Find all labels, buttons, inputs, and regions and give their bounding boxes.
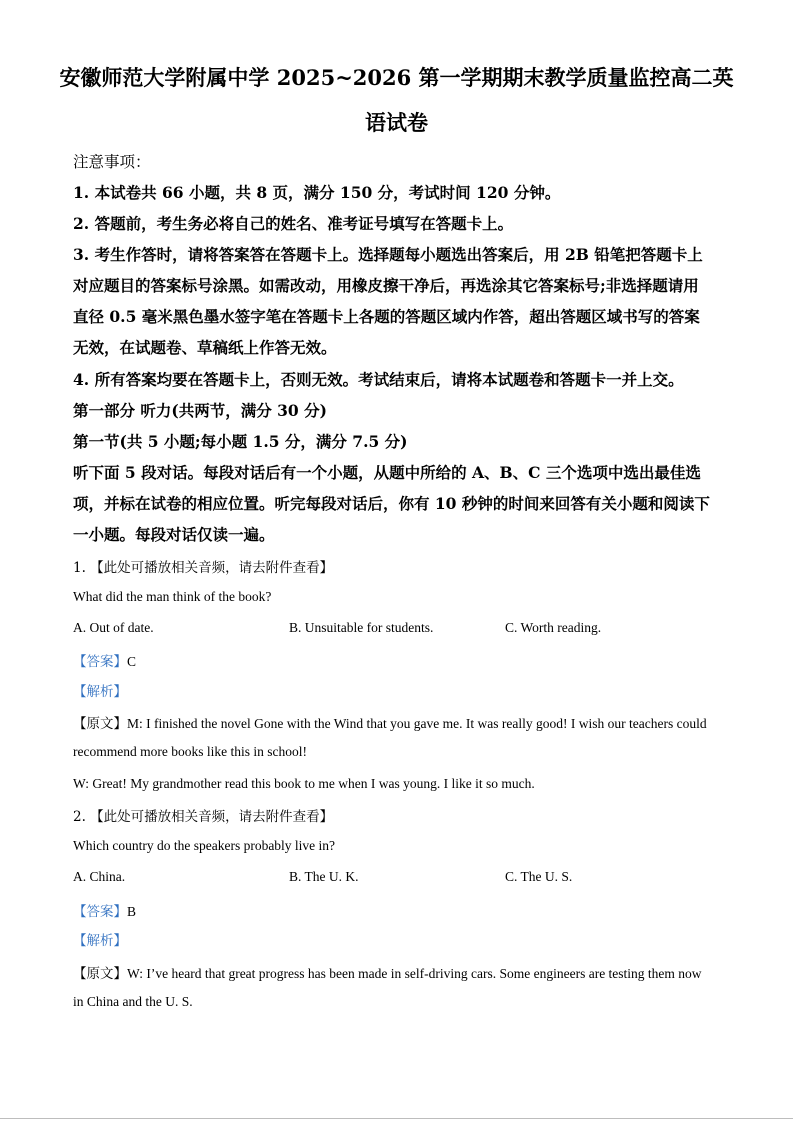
q1-analysis-tag: 【解析】 <box>73 684 127 700</box>
q2-answer-row <box>73 900 136 920</box>
notice-item-1: 1. 本试卷共 66 小题，共 8 页，满分 150 分，考试时间 120 分钟。 <box>73 183 561 202</box>
q1-option-b: B. Unsuitable for students. <box>289 620 434 635</box>
q1-question: What did the man think of the book? <box>73 589 272 604</box>
exam-title-line2: 语试卷 <box>365 110 428 135</box>
q2-option-b: B. The U. K. <box>289 869 359 884</box>
notice-item-3-cont-2: 直径 0.5 毫米黑色墨水签字笔在答题卡上各题的答题区域内作答，超出答题区域书写的答案 <box>73 307 700 326</box>
q1-original-tag: 【原文】 <box>73 716 127 731</box>
q2-original-line-1 <box>73 962 702 982</box>
exam-title-line1: 安徽师范大学附属中学 2025~2026 第一学期期末教学质量监控高二英 <box>59 65 734 90</box>
q2-original-line-2: in China and the U. S. <box>73 994 193 1009</box>
page-bottom-divider <box>0 1118 793 1119</box>
q1-answer-value: C <box>127 654 137 669</box>
q2-question: Which country do the speakers probably live in? <box>73 838 336 853</box>
instructions-line-2: 项，并标在试卷的相应位置。听完每段对话后，你有 10 秒钟的时间来回答有关小题和阅读下 <box>73 494 710 513</box>
q1-original-line-2: recommend more books like this in school! <box>73 744 307 759</box>
notice-item-3: 3. 考生作答时，请将答案答在答题卡上。选择题每小题选出答案后，用 2B 铅笔把答题卡上 <box>73 245 703 264</box>
q2-original-text-1: W: I’ve heard that great progress has been made in self-driving cars. Some engineers are testing them now <box>127 966 702 981</box>
section-heading: 第一节(共 5 小题;每小题 1.5 分，满分 7.5 分) <box>73 432 408 451</box>
q1-option-c: C. Worth reading. <box>505 620 602 635</box>
q1-answer-tag: 【答案】 <box>73 654 127 670</box>
q2-original-tag: 【原文】 <box>73 966 127 981</box>
instructions-line-3: 一小题。每段对话仅读一遍。 <box>73 525 275 544</box>
q2-answer-value: B <box>127 904 137 919</box>
part-heading: 第一部分 听力(共两节，满分 30 分) <box>73 401 327 420</box>
instructions-line-1: 听下面 5 段对话。每段对话后有一个小题，从题中所给的 A、B、C 三个选项中选出最佳选 <box>73 463 701 482</box>
q2-analysis-tag: 【解析】 <box>73 933 127 949</box>
q1-original-text-1: M: I finished the novel Gone with the Wind that you gave me. It was really good! I wish our teachers could <box>127 716 707 731</box>
notice-item-2: 2. 答题前，考生务必将自己的姓名、准考证号填写在答题卡上。 <box>73 214 514 233</box>
notice-heading: 注意事项： <box>73 153 151 171</box>
q2-option-a: A. China. <box>73 869 126 884</box>
notice-item-3-cont-1: 对应题目的答案标号涂黑。如需改动，用橡皮擦干净后，再选涂其它答案标号;非选择题请用 <box>73 276 699 295</box>
q2-audio-link[interactable]: 2. 【此处可播放相关音频，请去附件查看】 <box>73 809 334 825</box>
q1-audio-link[interactable]: 1. 【此处可播放相关音频，请去附件查看】 <box>73 560 334 576</box>
q1-original-line-3: W: Great! My grandmother read this book to me when I was young. I like it so much. <box>73 776 535 791</box>
q1-answer-row <box>73 650 136 670</box>
q2-answer-tag: 【答案】 <box>73 904 127 920</box>
q1-original-line-1 <box>73 712 707 732</box>
notice-item-3-cont-3: 无效，在试题卷、草稿纸上作答无效。 <box>73 338 337 357</box>
q2-option-c: C. The U. S. <box>505 869 573 884</box>
notice-item-4: 4. 所有答案均要在答题卡上，否则无效。考试结束后，请将本试题卷和答题卡一并上交。 <box>73 370 684 389</box>
q1-option-a: A. Out of date. <box>73 620 154 635</box>
